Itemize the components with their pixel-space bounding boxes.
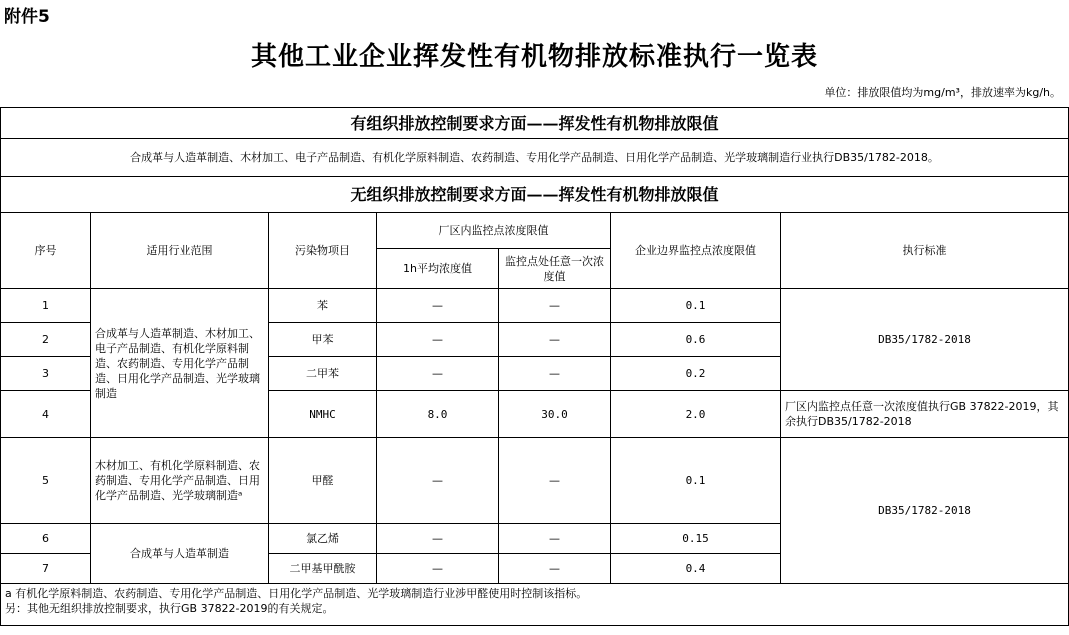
scope-group-b: 木材加工、有机化学原料制造、农药制造、专用化学产品制造、日用化学产品制造、光学玻璃制造ᵃ [91, 438, 269, 524]
row-seq: 5 [1, 438, 91, 524]
table-row [1, 289, 1069, 323]
row-boundary: 0.6 [611, 323, 781, 357]
footnote-other: 另：其他无组织排放控制要求，执行GB 37822-2019的有关规定。 [5, 602, 334, 615]
table-row [1, 438, 1069, 524]
row-once: — [499, 289, 611, 323]
header-plant-limits: 厂区内监控点浓度限值 [377, 213, 611, 249]
row-seq: 7 [1, 554, 91, 584]
row-seq: 3 [1, 357, 91, 391]
standard-group-3: DB35/1782-2018 [781, 438, 1069, 584]
row-avg: — [377, 524, 499, 554]
row-seq: 2 [1, 323, 91, 357]
row-seq: 1 [1, 289, 91, 323]
row-boundary: 0.15 [611, 524, 781, 554]
organized-heading: 有组织排放控制要求方面——挥发性有机物排放限值 [1, 108, 1069, 139]
row-pollutant: 氯乙烯 [269, 524, 377, 554]
row-avg: — [377, 357, 499, 391]
row-avg: — [377, 438, 499, 524]
row-once: — [499, 323, 611, 357]
row-avg: — [377, 289, 499, 323]
header-scope: 适用行业范围 [91, 213, 269, 289]
row-pollutant: 二甲苯 [269, 357, 377, 391]
header-seq: 序号 [1, 213, 91, 289]
page-title: 其他工业企业挥发性有机物排放标准执行一览表 [250, 42, 818, 72]
scope-group-a: 合成革与人造革制造、木材加工、电子产品制造、有机化学原料制造、农药制造、专用化学产品制造、日用化学产品制造、光学玻璃制造 [91, 289, 269, 438]
row-avg: — [377, 554, 499, 584]
row-pollutant: 二甲基甲酰胺 [269, 554, 377, 584]
row-pollutant: NMHC [269, 391, 377, 438]
standard-group-1: DB35/1782-2018 [781, 289, 1069, 391]
header-pollutant: 污染物项目 [269, 213, 377, 289]
row-boundary: 0.1 [611, 289, 781, 323]
header-boundary: 企业边界监控点浓度限值 [611, 213, 781, 289]
row-boundary: 0.4 [611, 554, 781, 584]
footnotes [1, 584, 1069, 626]
unorganized-heading: 无组织排放控制要求方面——挥发性有机物排放限值 [1, 177, 1069, 213]
footnote-a: a 有机化学原料制造、农药制造、专用化学产品制造、日用化学产品制造、光学玻璃制造行业涉甲醛使用时控制该指标。 [5, 587, 588, 600]
row-avg: — [377, 323, 499, 357]
row-once: — [499, 357, 611, 391]
row-seq: 4 [1, 391, 91, 438]
attachment-label: 附件5 [4, 7, 50, 27]
row-boundary: 2.0 [611, 391, 781, 438]
row-boundary: 0.2 [611, 357, 781, 391]
header-avg-1h: 1h平均浓度值 [377, 249, 499, 289]
row-once: 30.0 [499, 391, 611, 438]
row-pollutant: 甲醛 [269, 438, 377, 524]
header-standard: 执行标准 [781, 213, 1069, 289]
scope-group-c: 合成革与人造革制造 [91, 524, 269, 584]
row-avg: 8.0 [377, 391, 499, 438]
unit-note: 单位：排放限值均为mg/m³，排放速率为kg/h。 [824, 86, 1061, 99]
row-seq: 6 [1, 524, 91, 554]
standards-table [0, 107, 1069, 626]
row-boundary: 0.1 [611, 438, 781, 524]
row-once: — [499, 438, 611, 524]
row-pollutant: 甲苯 [269, 323, 377, 357]
row-once: — [499, 554, 611, 584]
row-pollutant: 苯 [269, 289, 377, 323]
row-once: — [499, 524, 611, 554]
organized-note: 合成革与人造革制造、木材加工、电子产品制造、有机化学原料制造、农药制造、专用化学产品制造、日用化学产品制造、光学玻璃制造行业执行DB35/1782-2018。 [1, 139, 1069, 177]
standard-group-2: 厂区内监控点任意一次浓度值执行GB 37822-2019，其余执行DB35/1782-2018 [781, 391, 1069, 438]
header-any-once: 监控点处任意一次浓度值 [499, 249, 611, 289]
